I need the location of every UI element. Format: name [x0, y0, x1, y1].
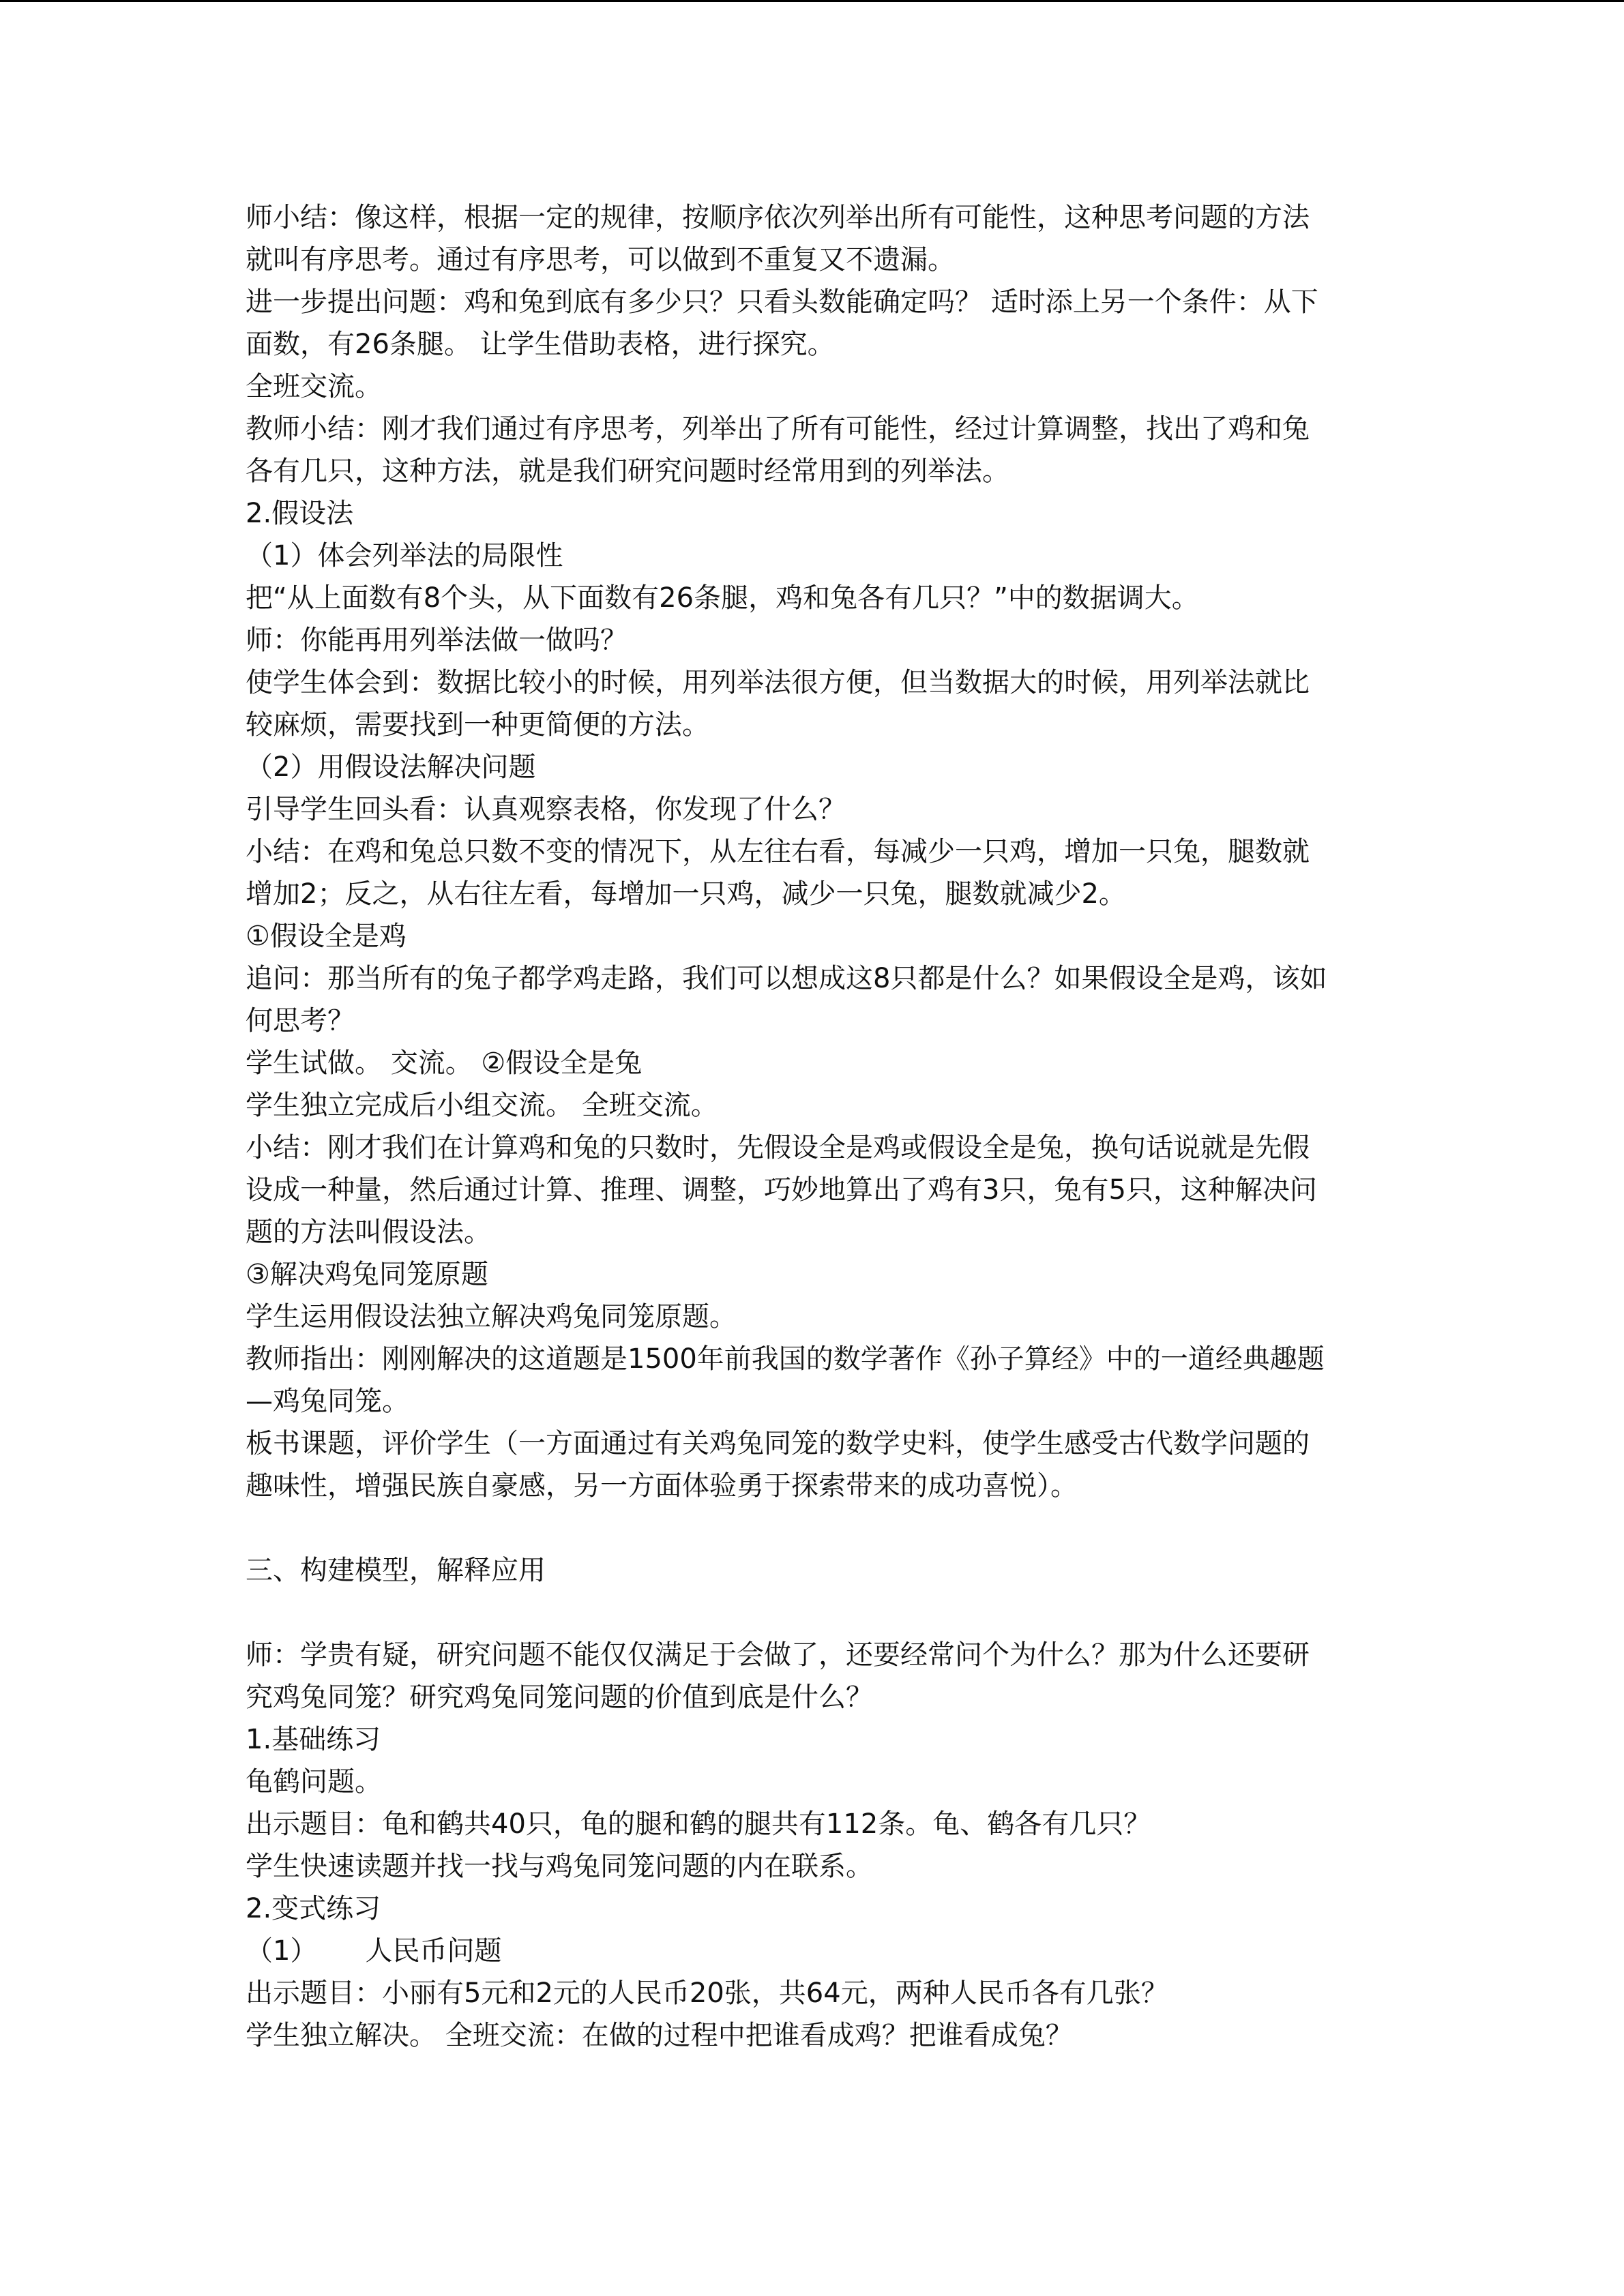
text-line: 学生独立完成后小组交流。 全班交流。	[246, 1090, 718, 1121]
text-line: 学生快速读题并找一找与鸡兔同笼问题的内在联系。	[246, 1851, 873, 1882]
section-heading: 2.变式练习	[246, 1893, 381, 1924]
text-line: 学生试做。 交流。 ②假设全是兔	[246, 1047, 643, 1079]
text-line: 趣味性，增强民族自豪感，另一方面体验勇于探索带来的成功喜悦）。	[246, 1470, 1078, 1502]
text-line: 教师指出：刚刚解决的这道题是1500年前我国的数学著作《孙子算经》中的一道经典趣题	[246, 1343, 1325, 1375]
subsection-heading: （2）用假设法解决问题	[246, 751, 536, 783]
subsection-title: 人民币问题	[365, 1935, 502, 1967]
text-line: 出示题目：龟和鹤共40只，龟的腿和鹤的腿共有112条。龟、鹤各有几只？	[246, 1808, 1151, 1840]
text-line: 师小结：像这样，根据一定的规律，按顺序依次列举出所有可能性，这种思考问题的方法	[246, 202, 1310, 233]
text-line: 龟鹤问题。	[246, 1766, 382, 1798]
text-line: 究鸡兔同笼？研究鸡兔同笼问题的价值到底是什么？	[246, 1682, 873, 1713]
text-line: 使学生体会到：数据比较小的时候，用列举法很方便，但当数据大的时候，用列举法就比	[246, 667, 1310, 698]
text-line: 出示题目：小丽有5元和2元的人民币20张，共64元，两种人民币各有几张？	[246, 1978, 1168, 2009]
subsection-heading: （1）体会列举法的局限性	[246, 540, 563, 571]
text-line: 较麻烦，需要找到一种更简便的方法。	[246, 709, 709, 741]
subsection-number: （1）	[246, 1935, 318, 1967]
text-line: 何思考？	[246, 1005, 355, 1037]
text-line: 设成一种量，然后通过计算、推理、调整，巧妙地算出了鸡有3只，兔有5只，这种解决问	[246, 1174, 1317, 1206]
text-line: ①假设全是鸡	[246, 921, 407, 952]
section-heading: 1.基础练习	[246, 1724, 381, 1755]
text-line: 就叫有序思考。通过有序思考，可以做到不重复又不遗漏。	[246, 244, 955, 275]
text-line: 小结：在鸡和兔总只数不变的情况下，从左往右看，每减少一只鸡，增加一只兔，腿数就	[246, 836, 1310, 867]
text-line: 板书课题，评价学生（一方面通过有关鸡兔同笼的数学史料，使学生感受古代数学问题的	[246, 1428, 1310, 1459]
text-line: 师：你能再用列举法做一做吗？	[246, 625, 628, 656]
section-heading: 2.假设法	[246, 498, 354, 529]
text-line: 进一步提出问题：鸡和兔到底有多少只？只看头数能确定吗？ 适时添上另一个条件：从下	[246, 286, 1318, 318]
section-heading: 三、构建模型，解释应用	[246, 1555, 546, 1586]
text-line: 学生独立解决。 全班交流：在做的过程中把谁看成鸡？把谁看成兔？	[246, 2020, 1073, 2051]
text-line: 师：学贵有疑，研究问题不能仅仅满足于会做了，还要经常问个为什么？那为什么还要研	[246, 1639, 1310, 1671]
text-line: 把“从上面数有8个头，从下面数有26条腿，鸡和兔各有几只？”中的数据调大。	[246, 582, 1199, 614]
text-line: 增加2；反之，从右往左看，每增加一只鸡，减少一只兔，腿数就减少2。	[246, 878, 1126, 910]
text-line: 面数，有26条腿。 让学生借助表格，进行探究。	[246, 329, 835, 360]
text-line: 全班交流。	[246, 371, 382, 402]
document-page	[246, 196, 1378, 2057]
text-line: 教师小结：刚才我们通过有序思考，列举出了所有可能性，经过计算调整，找出了鸡和兔	[246, 413, 1310, 445]
blank-line	[246, 1592, 1378, 1634]
text-line: 学生运用假设法独立解决鸡兔同笼原题。	[246, 1301, 737, 1332]
text-line: 小结：刚才我们在计算鸡和兔的只数时，先假设全是鸡或假设全是兔，换句话说就是先假	[246, 1132, 1310, 1163]
text-line: 引导学生回头看：认真观察表格，你发现了什么？	[246, 794, 846, 825]
text-line: —鸡兔同笼。	[246, 1386, 409, 1417]
text-line: ③解决鸡兔同笼原题	[246, 1259, 488, 1290]
text-line: 追问：那当所有的兔子都学鸡走路，我们可以想成这8只都是什么？如果假设全是鸡，该如	[246, 963, 1327, 994]
text-line: 题的方法叫假设法。	[246, 1217, 491, 1248]
blank-line	[246, 1507, 1378, 1549]
subsection-heading	[246, 1930, 1378, 1972]
text-line: 各有几只，这种方法，就是我们研究问题时经常用到的列举法。	[246, 456, 1009, 487]
